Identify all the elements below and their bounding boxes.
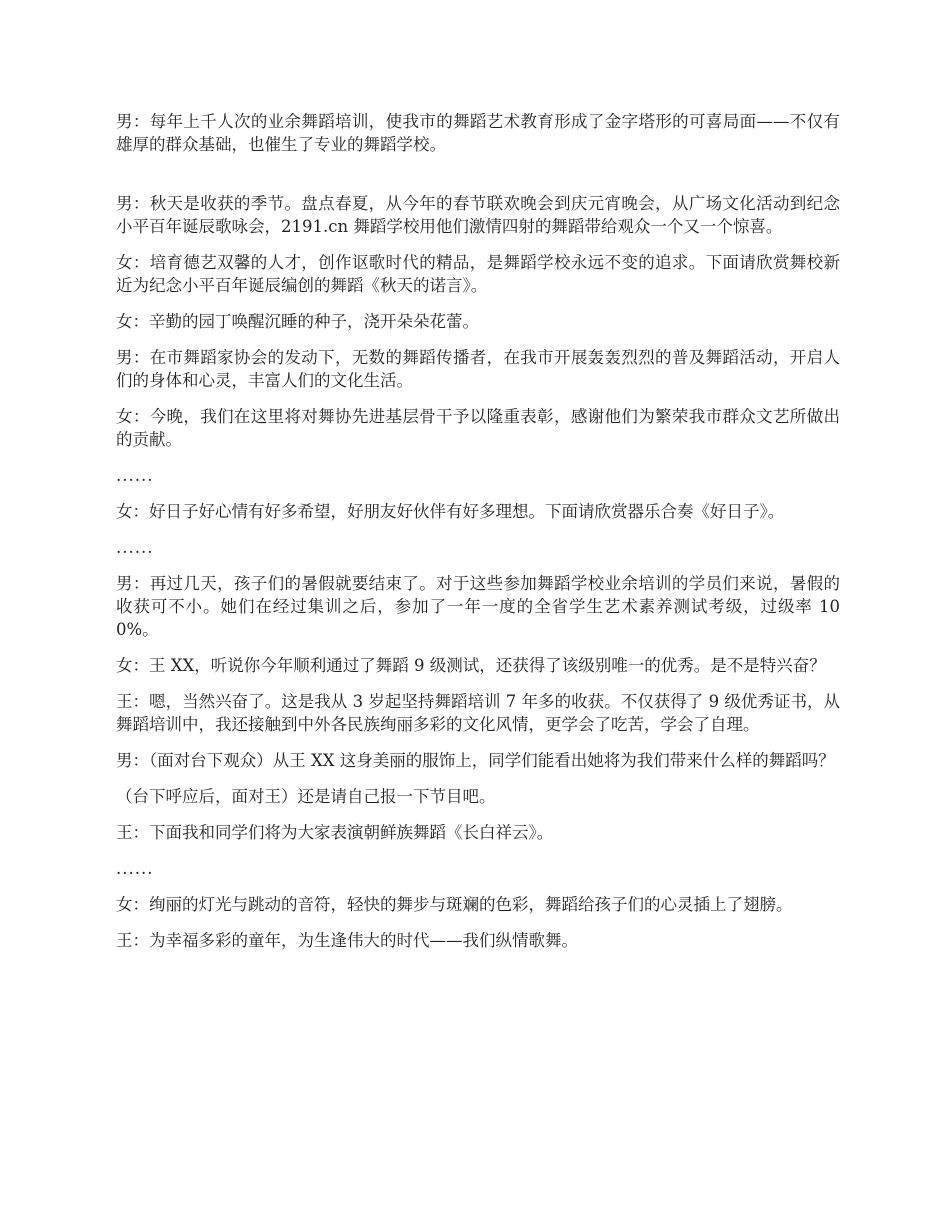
ellipsis-separator: ...... — [116, 466, 154, 485]
paragraph-commendation: 女：今晚，我们在这里将对舞协先进基层骨干予以隆重表彰，感谢他们为繁荣我市群众文艺所做出的贡献。 — [116, 407, 840, 449]
paragraph-level-nine-question: 女：王 XX，听说你今年顺利通过了舞蹈 9 级测试，还获得了该级别唯一的优秀。是不是特兴奋？ — [116, 656, 826, 675]
paragraph-audience-question: 男：（面对台下观众）从王 XX 这身美丽的服饰上，同学们能看出她将为我们带来什么样的舞蹈吗？ — [116, 751, 835, 770]
paragraph-korean-dance: 王：下面我和同学们将为大家表演朝鲜族舞蹈《长白祥云》。 — [116, 823, 554, 842]
ellipsis-separator: ...... — [116, 859, 154, 878]
paragraph-autumn-harvest: 男：秋天是收获的季节。盘点春夏，从今年的春节联欢晚会到庆元宵晚会，从广场文化活动到纪念小平百年诞辰歌咏会，2191.cn 舞蹈学校用他们激情四射的舞蹈带给观众一个又一个惊喜。 — [116, 194, 840, 236]
paragraph-stage-direction: （台下呼应后，面对王）还是请自己报一下节目吧。 — [116, 787, 496, 806]
paragraph-good-days: 女：好日子好心情有好多希望，好朋友好伙伴有好多理想。下面请欣赏器乐合奏《好日子》。 — [116, 502, 785, 521]
paragraph-closing: 王：为幸福多彩的童年，为生逢伟大的时代——我们纵情歌舞。 — [116, 931, 578, 950]
paragraph-wang-answer: 王：嗯，当然兴奋了。这是我从 3 岁起坚持舞蹈培训 7 年多的收获。不仅获得了 9 级优秀证书，从舞蹈培训中，我还接触到中外各民族绚丽多彩的文化风情，更学会了吃苦，学会了自理。 — [116, 692, 840, 734]
paragraph-gardener: 女：辛勤的园丁唤醒沉睡的种子，浇开朵朵花蕾。 — [116, 312, 479, 331]
paragraph-training-pyramid: 男：每年上千人次的业余舞蹈培训，使我市的舞蹈艺术教育形成了金字塔形的可喜局面——不仅有雄厚的群众基础，也催生了专业的舞蹈学校。 — [116, 112, 840, 154]
paragraph-wings: 女：绚丽的灯光与跳动的音符，轻快的舞步与斑斓的色彩，舞蹈给孩子们的心灵插上了翅膀。 — [116, 895, 793, 914]
paragraph-summer-holiday: 男：再过几天，孩子们的暑假就要结束了。对于这些参加舞蹈学校业余培训的学员们来说，暑假的收获可不小。她们在经过集训之后，参加了一年一度的全省学生艺术素养测试考级，过级率 100%。 — [116, 574, 840, 639]
ellipsis-separator: ...... — [116, 538, 154, 557]
document-body — [116, 110, 840, 965]
paragraph-autumn-promise: 女：培育德艺双馨的人才，创作讴歌时代的精品，是舞蹈学校永远不变的追求。下面请欣赏舞校新近为纪念小平百年诞辰编创的舞蹈《秋天的诺言》。 — [116, 253, 840, 295]
paragraph-dance-association: 男：在市舞蹈家协会的发动下，无数的舞蹈传播者，在我市开展轰轰烈烈的普及舞蹈活动，开启人们的身体和心灵，丰富人们的文化生活。 — [116, 348, 840, 390]
